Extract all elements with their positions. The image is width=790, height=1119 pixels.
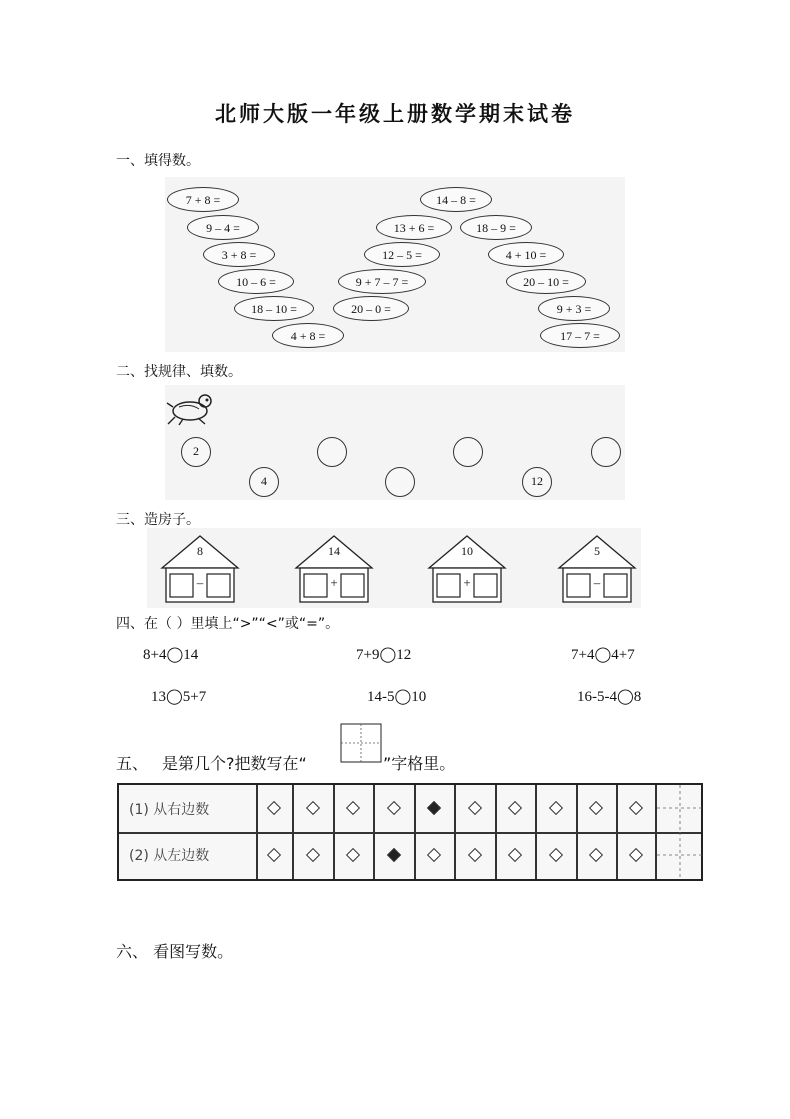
- pattern-circle-blank[interactable]: [453, 437, 483, 467]
- section-6-heading: 六、 看图写数。: [116, 942, 234, 961]
- equation-oval[interactable]: 12 – 5 =: [364, 242, 440, 267]
- equation-oval[interactable]: 4 + 10 =: [488, 242, 564, 267]
- diamond-icon: [267, 801, 281, 815]
- house-number: 10: [461, 544, 473, 558]
- row-label-right: (1) 从右边数: [129, 802, 210, 818]
- house: [160, 532, 240, 602]
- diamond-icon: [306, 801, 320, 815]
- diamond-icon: [629, 801, 643, 815]
- equation-oval[interactable]: 18 – 9 =: [460, 215, 532, 240]
- house-operator: +: [330, 575, 338, 590]
- pattern-circle: 4: [249, 467, 279, 497]
- section-4-heading: 四、在（ ）里填上“>”“<”或“=”。: [116, 616, 340, 632]
- diamond-icon: [508, 801, 522, 815]
- diamond-icon: [346, 848, 360, 862]
- diamond-icon: [306, 848, 320, 862]
- comparison-item[interactable]: 8+4◯14: [143, 647, 199, 663]
- pattern-panel: [165, 385, 625, 500]
- diamond-icon: [468, 848, 482, 862]
- house-number: 8: [197, 544, 203, 558]
- equation-oval[interactable]: 20 – 10 =: [506, 269, 586, 294]
- section-5-heading-suffix: ”字格里。: [383, 754, 456, 773]
- diamond-icon: [629, 848, 643, 862]
- house-operator: +: [463, 575, 471, 590]
- equation-oval[interactable]: 7 + 8 =: [167, 187, 239, 212]
- row-label-left: (2) 从左边数: [129, 848, 210, 864]
- equation-oval[interactable]: 3 + 8 =: [203, 242, 275, 267]
- diamond-icon: [549, 848, 563, 862]
- frog-icon: [165, 387, 225, 427]
- comparison-item[interactable]: 7+9◯12: [356, 647, 412, 663]
- equation-oval[interactable]: 18 – 10 =: [234, 296, 314, 321]
- equation-oval[interactable]: 20 – 0 =: [333, 296, 409, 321]
- pattern-circle-blank[interactable]: [317, 437, 347, 467]
- equation-oval[interactable]: 9 + 7 – 7 =: [338, 269, 426, 294]
- diamond-icon: [589, 848, 603, 862]
- pattern-circle-blank[interactable]: [385, 467, 415, 497]
- equation-oval[interactable]: 10 – 6 =: [218, 269, 294, 294]
- diamond-icon: [427, 848, 441, 862]
- house: [427, 532, 507, 602]
- section-1-heading: 一、填得数。: [116, 153, 200, 169]
- house-number: 5: [594, 544, 600, 558]
- house: [294, 532, 374, 602]
- diamond-icon: [508, 848, 522, 862]
- equation-oval[interactable]: 9 – 4 =: [187, 215, 259, 240]
- comparison-item[interactable]: 13◯5+7: [151, 689, 207, 705]
- pattern-circle: 12: [522, 467, 552, 497]
- section-2-heading: 二、找规律、填数。: [116, 364, 242, 380]
- house-operator: –: [196, 575, 204, 590]
- equation-oval[interactable]: 4 + 8 =: [272, 323, 344, 348]
- filled-diamond-icon: [387, 848, 401, 862]
- comparison-item[interactable]: 14-5◯10: [367, 689, 427, 705]
- diamond-icon: [589, 801, 603, 815]
- equation-panel: [165, 177, 625, 352]
- pattern-circle-blank[interactable]: [591, 437, 621, 467]
- ordinal-table: [117, 783, 703, 881]
- equation-oval[interactable]: 14 – 8 =: [420, 187, 492, 212]
- page-title: 北师大版一年级上册数学期末试卷: [215, 102, 575, 126]
- equation-oval[interactable]: 13 + 6 =: [376, 215, 452, 240]
- houses-panel: [147, 528, 641, 608]
- diamond-icon: [549, 801, 563, 815]
- diamond-icon: [346, 801, 360, 815]
- filled-diamond-icon: [427, 801, 441, 815]
- comparison-item[interactable]: 16-5-4◯8: [577, 689, 642, 705]
- section-5-heading: 是第几个?把数写在“: [162, 754, 307, 773]
- equation-oval[interactable]: 17 – 7 =: [540, 323, 620, 348]
- answer-grid-cells[interactable]: [657, 785, 703, 879]
- diamond-icon: [387, 801, 401, 815]
- house: [557, 532, 637, 602]
- diamond-icon: [267, 848, 281, 862]
- pattern-circle: 2: [181, 437, 211, 467]
- house-number: 14: [328, 544, 340, 558]
- section-5-number: 五、: [116, 754, 149, 773]
- grid-cell-icon: [340, 722, 382, 766]
- comparison-item[interactable]: 7+4◯4+7: [571, 647, 635, 663]
- equation-oval[interactable]: 9 + 3 =: [538, 296, 610, 321]
- house-operator: –: [593, 575, 601, 590]
- section-3-heading: 三、造房子。: [116, 512, 200, 528]
- diamond-icon: [468, 801, 482, 815]
